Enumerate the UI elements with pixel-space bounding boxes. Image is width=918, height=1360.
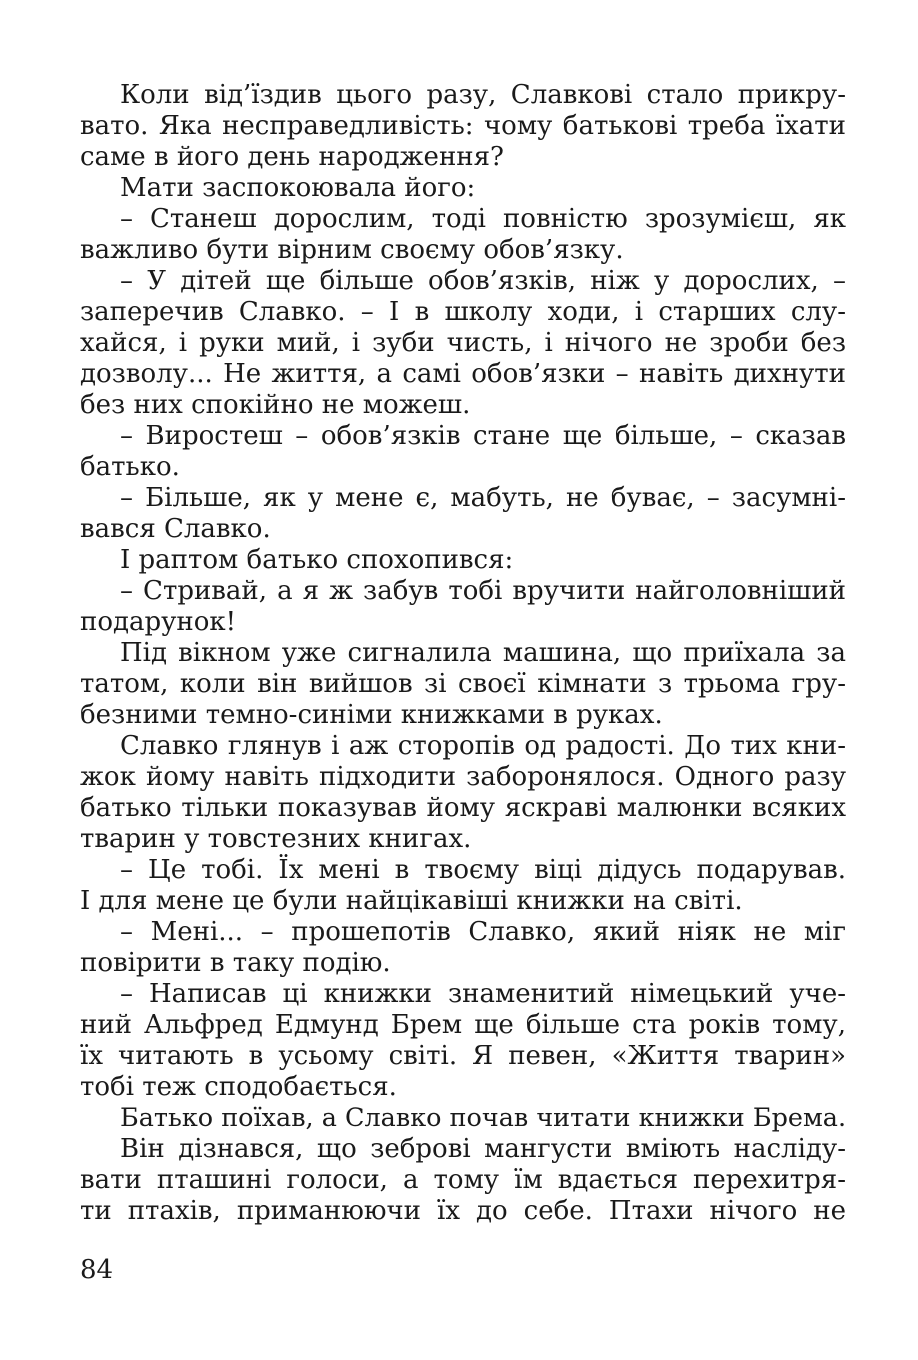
text-line: – Виростеш – обов’язків стане ще більше, – сказав [120, 421, 846, 451]
text-line: тобі теж сподобається. [80, 1072, 397, 1102]
text-line: – Мені... – прошепотів Славко, який ніяк не міг [120, 917, 846, 947]
text-line: батько. [80, 452, 180, 482]
text-line: І раптом батько спохопився: [120, 545, 514, 575]
paragraph [80, 979, 846, 1103]
text-line: Славко глянув і аж сторопів од радості. До тих кни- [120, 731, 846, 761]
text-line: ти птахів, приманюючи їх до себе. Птахи нічого не [80, 1196, 846, 1226]
text-line: подарунок! [80, 607, 237, 637]
paragraph [80, 204, 846, 266]
paragraph [80, 576, 846, 638]
paragraph [80, 483, 846, 545]
text-line: Під вікном уже сигналила машина, що приїхала за [120, 638, 846, 668]
paragraph [80, 1103, 846, 1134]
text-line: – У дітей ще більше обов’язків, ніж у дорослих, – [120, 266, 846, 296]
paragraph [80, 266, 846, 421]
text-line: Він дізнався, що зеброві мангусти вміють насліду- [120, 1134, 846, 1164]
text-line: саме в його день народження? [80, 142, 504, 172]
text-line: І для мене це були найцікавіші книжки на світі. [80, 886, 743, 916]
text-line: заперечив Славко. – І в школу ходи, і старших слу- [80, 297, 846, 327]
text-line: – Стривай, а я ж забув тобі вручити найголовніший [120, 576, 846, 606]
text-line: вато. Яка несправедливість: чому батькові треба їхати [80, 111, 846, 141]
paragraph [80, 731, 846, 855]
text-line: вати пташині голоси, а тому їм вдається перехитря- [80, 1165, 846, 1195]
paragraph [80, 80, 846, 173]
text-line: їх читають в усьому світі. Я певен, «Життя тварин» [80, 1041, 846, 1071]
text-line: Мати заспокоювала його: [120, 173, 476, 203]
text-line: тварин у товстезних книгах. [80, 824, 472, 854]
text-line: батько тільки показував йому яскраві малюнки всяких [80, 793, 846, 823]
paragraph [80, 917, 846, 979]
text-line: важливо бути вірним своєму обов’язку. [80, 235, 624, 265]
story-text [80, 80, 846, 1227]
text-line: без них спокійно не можеш. [80, 390, 471, 420]
page-number: 84 [80, 1255, 114, 1285]
text-line: вався Славко. [80, 514, 271, 544]
text-line: хайся, і руки мий, і зуби чисть, і нічого не зроби без [80, 328, 846, 358]
text-line: Коли від’їздив цього разу, Славкові стало прикру- [120, 80, 846, 110]
paragraph [80, 638, 846, 731]
text-line: повірити в таку подію. [80, 948, 391, 978]
text-line: безними темно-синіми книжками в руках. [80, 700, 663, 730]
text-line: – Більше, як у мене є, мабуть, не буває, – засумні- [120, 483, 846, 513]
paragraph [80, 545, 846, 576]
paragraph [80, 421, 846, 483]
text-line: – Написав ці книжки знаменитий німецький уче- [120, 979, 846, 1009]
text-line: – Це тобі. Їх мені в твоєму віці дідусь подарував. [120, 855, 846, 885]
text-line: Батько поїхав, а Славко почав читати книжки Брема. [120, 1103, 847, 1133]
text-line: жок йому навіть підходити заборонялося. Одного разу [80, 762, 846, 792]
paragraph [80, 855, 846, 917]
paragraph [80, 1134, 846, 1227]
text-line: – Станеш дорослим, тоді повністю зрозумієш, як [120, 204, 846, 234]
text-line: дозволу... Не життя, а самі обов’язки – навіть дихнути [80, 359, 846, 389]
paragraph [80, 173, 846, 204]
text-line: татом, коли він вийшов зі своєї кімнати з трьома гру- [80, 669, 846, 699]
text-line: ний Альфред Едмунд Брем ще більше ста років тому, [80, 1010, 846, 1040]
